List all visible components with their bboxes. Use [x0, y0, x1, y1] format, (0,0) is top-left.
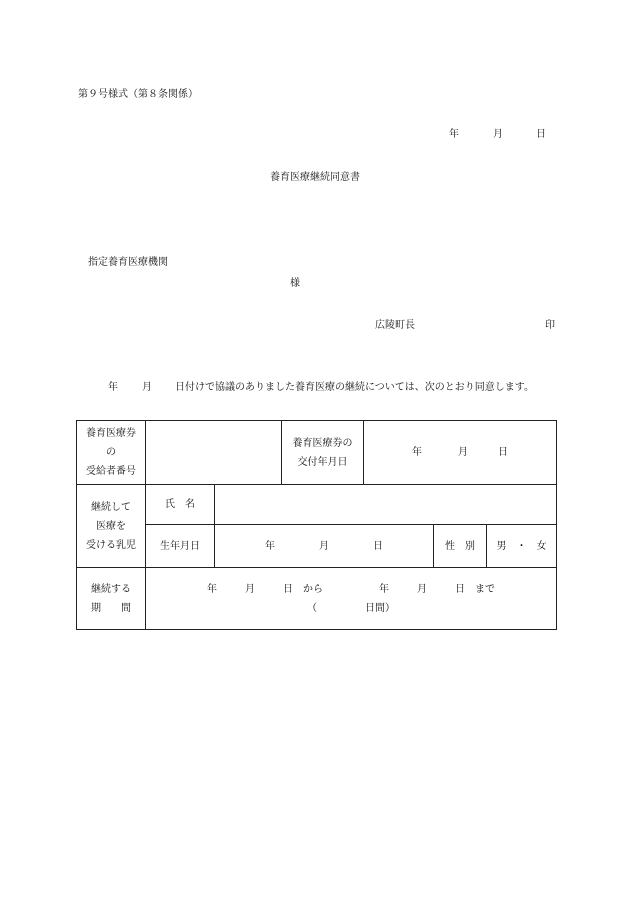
- statement-year: 年: [108, 382, 118, 393]
- issue-label-line-2: 交付年月日: [297, 456, 348, 468]
- days-open-paren: （: [307, 602, 317, 614]
- issue-date-field[interactable]: [364, 421, 557, 485]
- date-year: 年: [449, 129, 459, 140]
- infant-name-row: [77, 485, 557, 525]
- addressee: 指定養育医療機関: [88, 257, 168, 268]
- infant-label-line-2: 医療を: [96, 520, 126, 532]
- birth-date-label: 生年月日: [146, 525, 215, 568]
- from-day: 日: [283, 583, 293, 595]
- seal-mark: 印: [545, 320, 555, 331]
- honorific: 様: [290, 278, 300, 289]
- document-title: 養育医療継続同意書: [270, 172, 360, 183]
- issue-year: 年: [412, 447, 422, 458]
- issue-label-line-1: 養育医療券の: [292, 437, 353, 449]
- name-field[interactable]: [215, 485, 557, 525]
- name-label: 氏 名: [146, 485, 215, 525]
- consent-statement: [0, 383, 630, 393]
- days-unit: 日間）: [365, 602, 395, 614]
- issue-date-label: [282, 421, 364, 485]
- cert-label-line-2: の: [106, 447, 116, 458]
- to-year: 年: [379, 583, 389, 595]
- period-row: [77, 568, 557, 630]
- form-number: 第９号様式（第８条関係）: [78, 89, 198, 100]
- cert-label-line-3: 受給者番号: [86, 466, 136, 477]
- birth-month: 月: [319, 540, 329, 552]
- cert-row: [77, 421, 557, 485]
- to-month: 月: [417, 583, 427, 595]
- cert-number-label: [77, 421, 146, 485]
- statement-month: 月: [142, 382, 152, 393]
- infant-label-line-1: 継続して: [91, 501, 131, 513]
- to-suffix: まで: [475, 583, 495, 595]
- period-label-line-1: 継続する: [91, 583, 131, 595]
- infant-birth-row: [77, 525, 557, 568]
- to-day: 日: [455, 583, 465, 595]
- issue-month: 月: [458, 447, 468, 458]
- from-year: 年: [207, 583, 217, 595]
- date-month: 月: [493, 129, 503, 140]
- period-field[interactable]: [146, 568, 557, 630]
- document-date: [0, 130, 630, 140]
- date-day: 日: [536, 129, 546, 140]
- infant-label: [77, 485, 146, 568]
- period-label-line-2: 期 間: [91, 602, 131, 614]
- issuer-name: 広陵町長: [375, 320, 415, 331]
- birth-year: 年: [265, 540, 275, 552]
- consent-form-table: [76, 420, 557, 630]
- cert-label-line-1: 養育医療券: [86, 428, 136, 439]
- period-label: [77, 568, 146, 630]
- from-suffix: から: [303, 583, 323, 595]
- birth-date-field[interactable]: [215, 525, 434, 568]
- from-month: 月: [245, 583, 255, 595]
- period-dates: [146, 580, 556, 599]
- period-days: [146, 599, 556, 618]
- sex-options[interactable]: 男 ・ 女: [487, 525, 557, 568]
- infant-label-line-3: 受ける乳児: [86, 539, 136, 551]
- statement-text: 日付けで協議のありました養育医療の継続については、次のとおり同意します。: [175, 382, 534, 393]
- sex-label: 性 別: [434, 525, 487, 568]
- birth-day: 日: [373, 540, 383, 552]
- cert-number-field[interactable]: [146, 421, 282, 485]
- issue-day: 日: [498, 447, 508, 458]
